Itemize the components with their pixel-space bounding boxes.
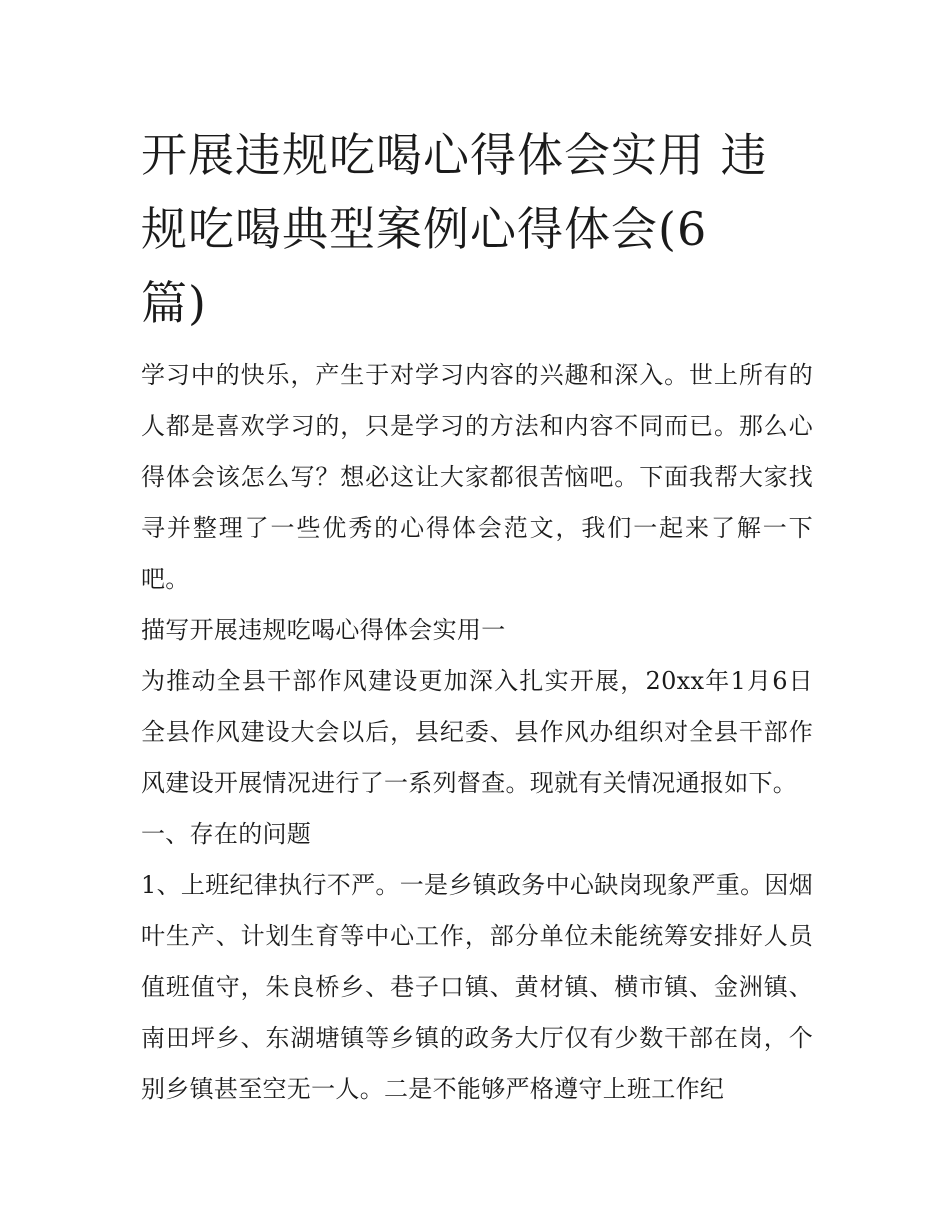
document-page (141, 118, 813, 1115)
document-title-line: 篇) (141, 276, 207, 330)
document-body (141, 350, 813, 1115)
body-paragraph: 为推动全县干部作风建设更加深入扎实开展，20xx年1月6日全县作风建设大会以后，县纪委、县作风办组织对全县干部作风建设开展情况进行了一系列督查。现就有关情况通报如下。 (141, 667, 813, 797)
body-paragraph: 1、上班纪律执行不严。一是乡镇政务中心缺岗现象严重。因烟叶生产、计划生育等中心工作，部分单位未能统筹安排好人员值班值守，朱良桥乡、巷子口镇、黄材镇、横市镇、金洲镇、南田坪乡、东湖塘镇等乡镇的政务大厅仅有少数干部在岗，个别乡镇甚至空无一人。二是不能够严格遵守上班工作纪 (141, 871, 813, 1103)
subsection-heading: 一、存在的问题 (141, 820, 312, 848)
document-title (141, 118, 813, 340)
intro-paragraph: 学习中的快乐，产生于对学习内容的兴趣和深入。世上所有的人都是喜欢学习的，只是学习的方法和内容不同而已。那么心得体会该怎么写？想必这让大家都很苦恼吧。下面我帮大家找寻并整理了一些优秀的心得体会范文，我们一起来了解一下吧。 (141, 361, 813, 593)
section-heading: 描写开展违规吃喝心得体会实用一 (141, 616, 506, 644)
document-title-line: 开展违规吃喝心得体会实用 违规吃喝典型案例心得体会(6 (141, 128, 768, 256)
